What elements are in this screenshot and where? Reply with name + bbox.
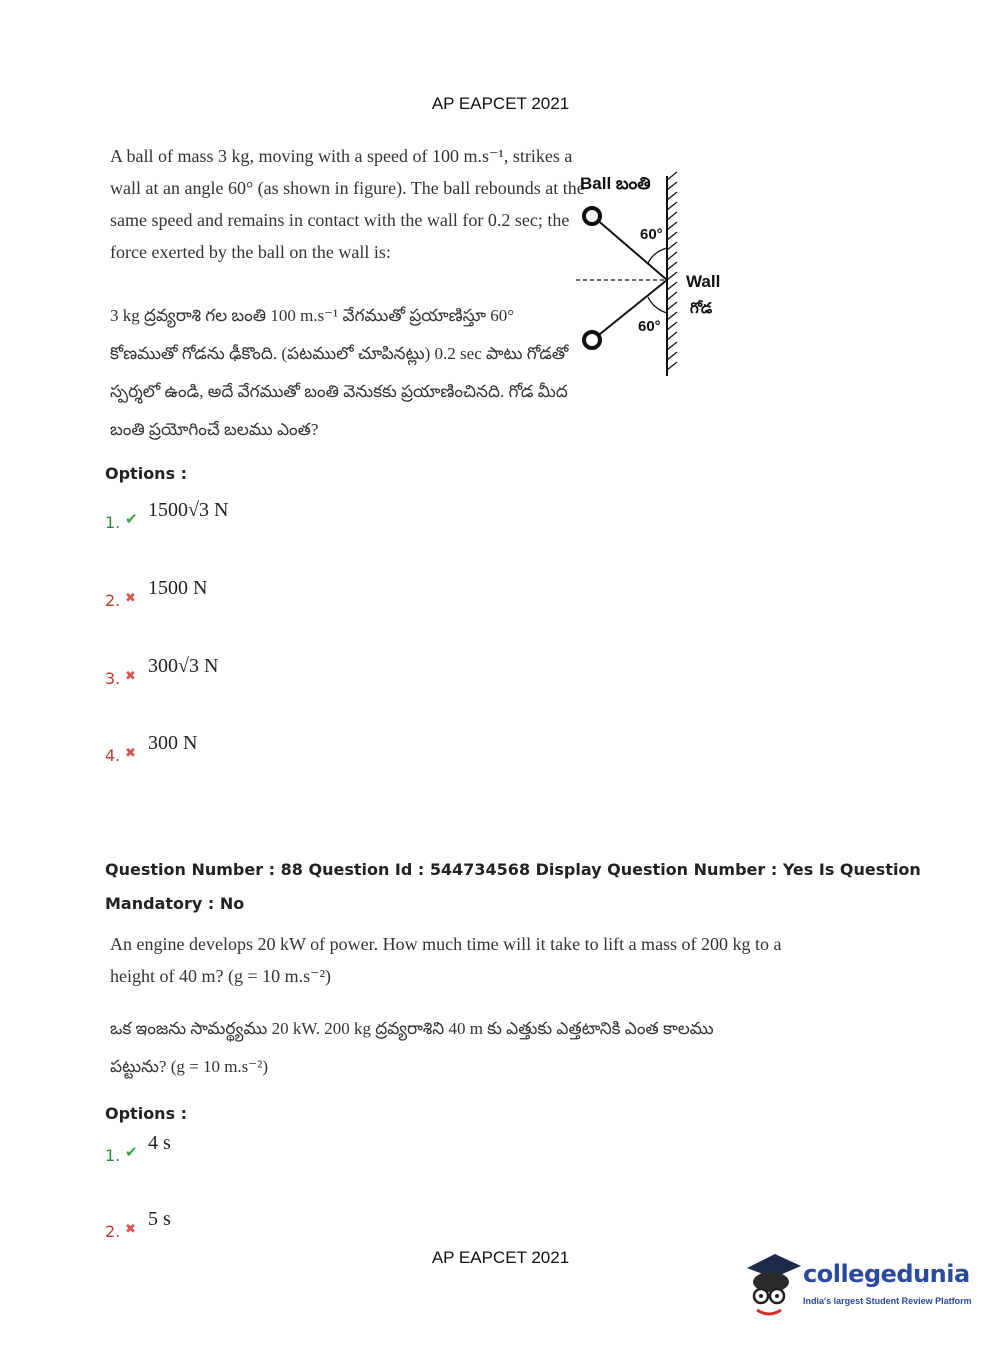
- ball-incoming: [584, 208, 600, 224]
- cross-icon: ✖: [125, 669, 136, 684]
- angle-label-top: 60°: [640, 226, 663, 243]
- option-value: 300√3 N: [148, 655, 219, 677]
- text-line: A ball of mass 3 kg, moving with a speed of 100 m.s⁻¹, strikes a: [110, 146, 573, 166]
- question-text-telugu: [110, 297, 568, 449]
- angle-arc-top: [648, 248, 667, 263]
- option-number: 3.: [105, 669, 121, 688]
- text-line: height of 40 m? (g = 10 m.s⁻²): [110, 966, 332, 986]
- page-footer: AP EAPCET 2021: [431, 1248, 570, 1267]
- option-number: 1.: [105, 513, 121, 532]
- text-line: wall at an angle 60° (as shown in figure). The ball rebounds at the: [110, 178, 585, 198]
- option-value: 4 s: [148, 1132, 171, 1154]
- option-number: 2.: [105, 591, 121, 610]
- option-value: 1500√3 N: [148, 499, 229, 521]
- question-meta-line2: Mandatory : No: [105, 894, 245, 913]
- question-meta-line1: Question Number : 88 Question Id : 544734568 Display Question Number : Yes Is Question: [105, 860, 921, 879]
- ball-wall-figure: [570, 168, 730, 383]
- cross-icon: ✖: [125, 746, 136, 761]
- options-heading: Options :: [105, 464, 188, 483]
- option-value: 300 N: [148, 732, 198, 754]
- angle-arc-bottom: [648, 297, 667, 313]
- wall-label-telugu: గోడ: [690, 300, 713, 317]
- text-line: ఒక ఇంజను సామర్థ్యము 20 kW. 200 kg ద్రవ్యరాశిని 40 m కు ఎత్తుకు ఎత్తటానికి ఎంత కాలము: [110, 1019, 714, 1038]
- question-text-english: [110, 140, 585, 268]
- wall-label: Wall: [686, 272, 721, 291]
- option-number: 2.: [105, 1222, 121, 1241]
- cross-icon: ✖: [125, 1222, 136, 1237]
- text-line: స్పర్శలో ఉండి, అదే వేగముతో బంతి వెనుకకు ప్రయాణించినది. గోడ మీద: [110, 382, 568, 401]
- text-line: కోణముతో గోడను ఢీకొంది. (పటములో చూపినట్లు) 0.2 sec పాటు గోడతో: [110, 344, 569, 363]
- option-number: 4.: [105, 746, 121, 765]
- wall-hatching: [667, 172, 677, 370]
- question-text-english: [110, 928, 782, 992]
- text-line: పట్టును? (g = 10 m.s⁻²): [110, 1057, 269, 1076]
- text-line: same speed and remains in contact with the wall for 0.2 sec; the: [110, 210, 570, 230]
- ball-rebound: [584, 332, 600, 348]
- check-icon: ✔: [125, 1143, 138, 1161]
- mascot-icon: [745, 1250, 801, 1320]
- collegedunia-logo[interactable]: [745, 1250, 975, 1320]
- question-text-telugu: [110, 1010, 714, 1086]
- page-header: AP EAPCET 2021: [431, 94, 570, 113]
- options-heading: Options :: [105, 1104, 188, 1123]
- option-value: 1500 N: [148, 577, 208, 599]
- cross-icon: ✖: [125, 591, 136, 606]
- text-line: బంతి ప్రయోగించే బలము ఎంత?: [110, 420, 319, 439]
- logo-tagline: India's largest Student Review Platform: [803, 1296, 972, 1306]
- text-line: 3 kg ద్రవ్యరాశి గల బంతి 100 m.s⁻¹ వేగముతో ప్రయాణిస్తూ 60°: [110, 306, 514, 325]
- check-icon: ✔: [125, 510, 138, 528]
- option-value: 5 s: [148, 1208, 171, 1230]
- option-number: 1.: [105, 1146, 121, 1165]
- text-line: An engine develops 20 kW of power. How much time will it take to lift a mass of 200 kg to a: [110, 934, 782, 954]
- logo-wordmark: collegedunia: [803, 1260, 970, 1288]
- ball-label: Ball బంతి: [580, 174, 651, 193]
- angle-label-bottom: 60°: [638, 318, 661, 335]
- text-line: force exerted by the ball on the wall is:: [110, 242, 391, 262]
